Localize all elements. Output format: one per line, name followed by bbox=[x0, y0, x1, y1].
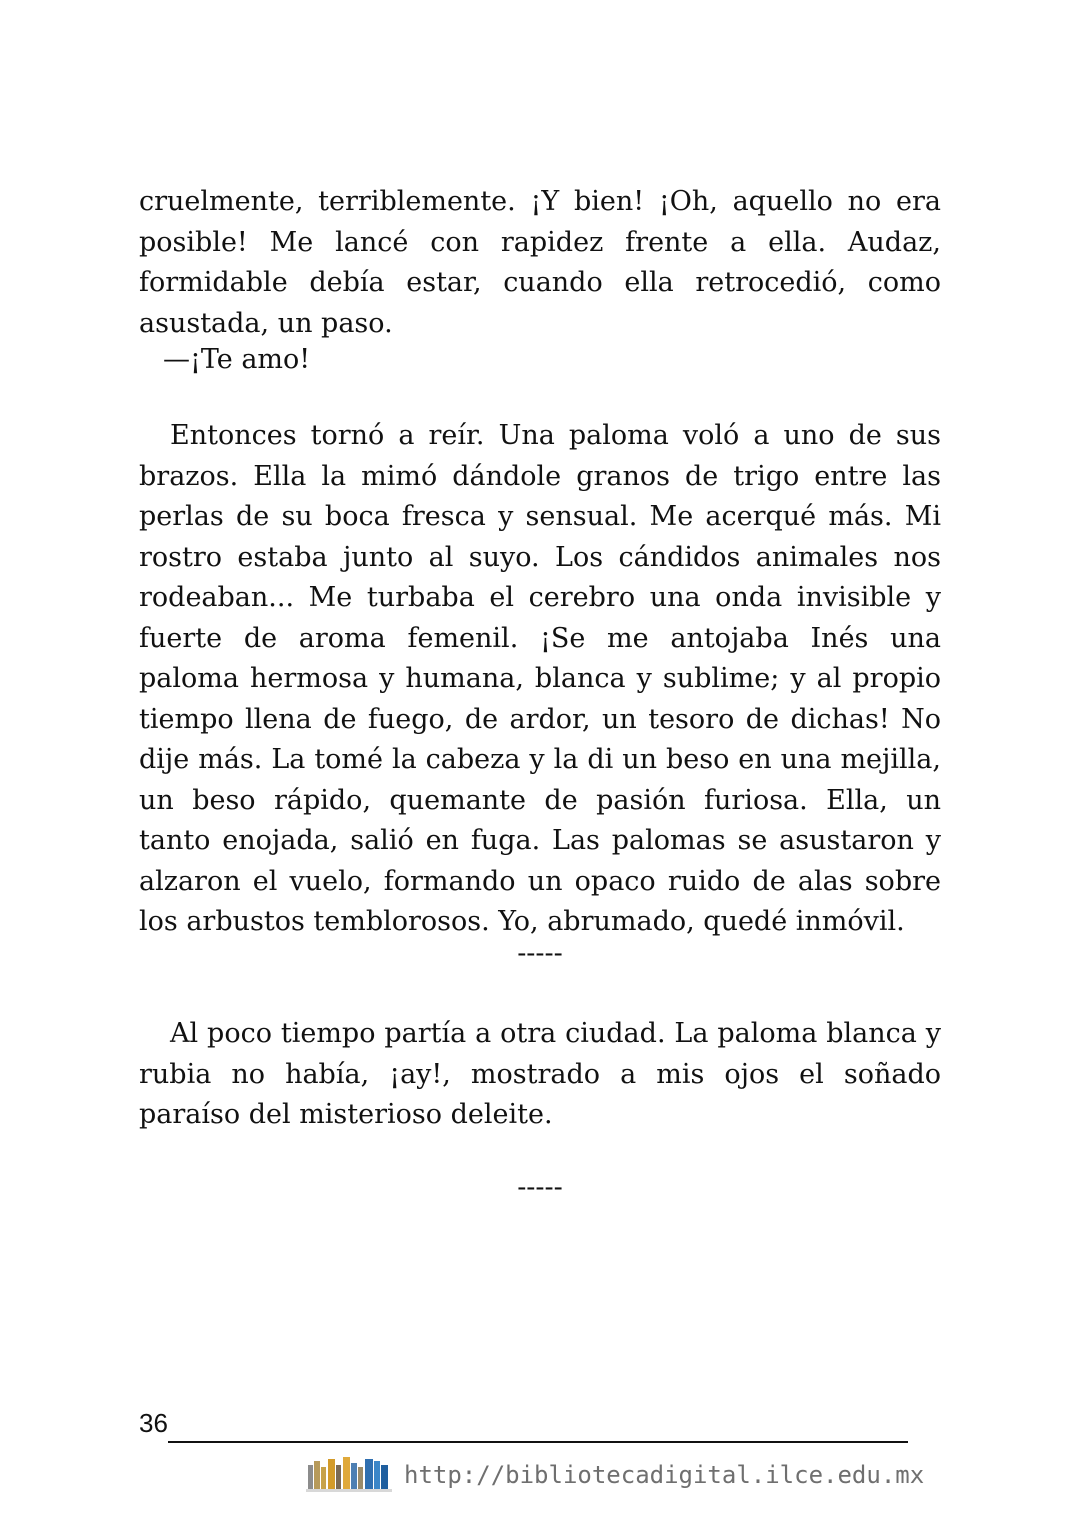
section-separator: ----- bbox=[517, 938, 563, 969]
footer-url[interactable]: http://bibliotecadigital.ilce.edu.mx bbox=[404, 1461, 925, 1489]
body-paragraph: cruelmente, terriblemente. ¡Y bien! ¡Oh, aquello no era posible! Me lancé con rapidez frente a ella. Audaz, formidable debía estar, cuando ella retrocedió, como asustada, un paso. bbox=[139, 186, 941, 339]
footer-rule bbox=[168, 1441, 908, 1443]
body-paragraph: Al poco tiempo partía a otra ciudad. La paloma blanca y rubia no había, ¡ay!, mostrado a mis ojos el soñado paraíso del misterioso deleite. bbox=[139, 1018, 941, 1130]
page-number: 36 bbox=[139, 1408, 168, 1438]
section-separator: ----- bbox=[517, 1172, 563, 1203]
books-logo-icon bbox=[306, 1455, 392, 1493]
dialogue-line: —¡Te amo! bbox=[163, 344, 311, 375]
body-paragraph: Entonces tornó a reír. Una paloma voló a uno de sus brazos. Ella la mimó dándole granos de trigo entre las perlas de su boca fresca y sensual. Me acerqué más. Mi rostro estaba junto al suyo. Los cándidos animales nos rodeaban... Me turbaba el cerebro una onda invisible y fuerte de aroma femenil. ¡Se me antojaba Inés una paloma hermosa y humana, blanca y sublime; y al propio tiempo llena de fuego, de ardor, un tesoro de dichas! No dije más. La tomé la cabeza y la di un beso en una mejilla, un beso rápido, quemante de pasión furiosa. Ella, un tanto enojada, salió en fuga. Las palomas se asustaron y alzaron el vuelo, formando un opaco ruido de alas sobre los arbustos temblorosos. Yo, abrumado, quedé inmóvil. bbox=[139, 420, 941, 937]
